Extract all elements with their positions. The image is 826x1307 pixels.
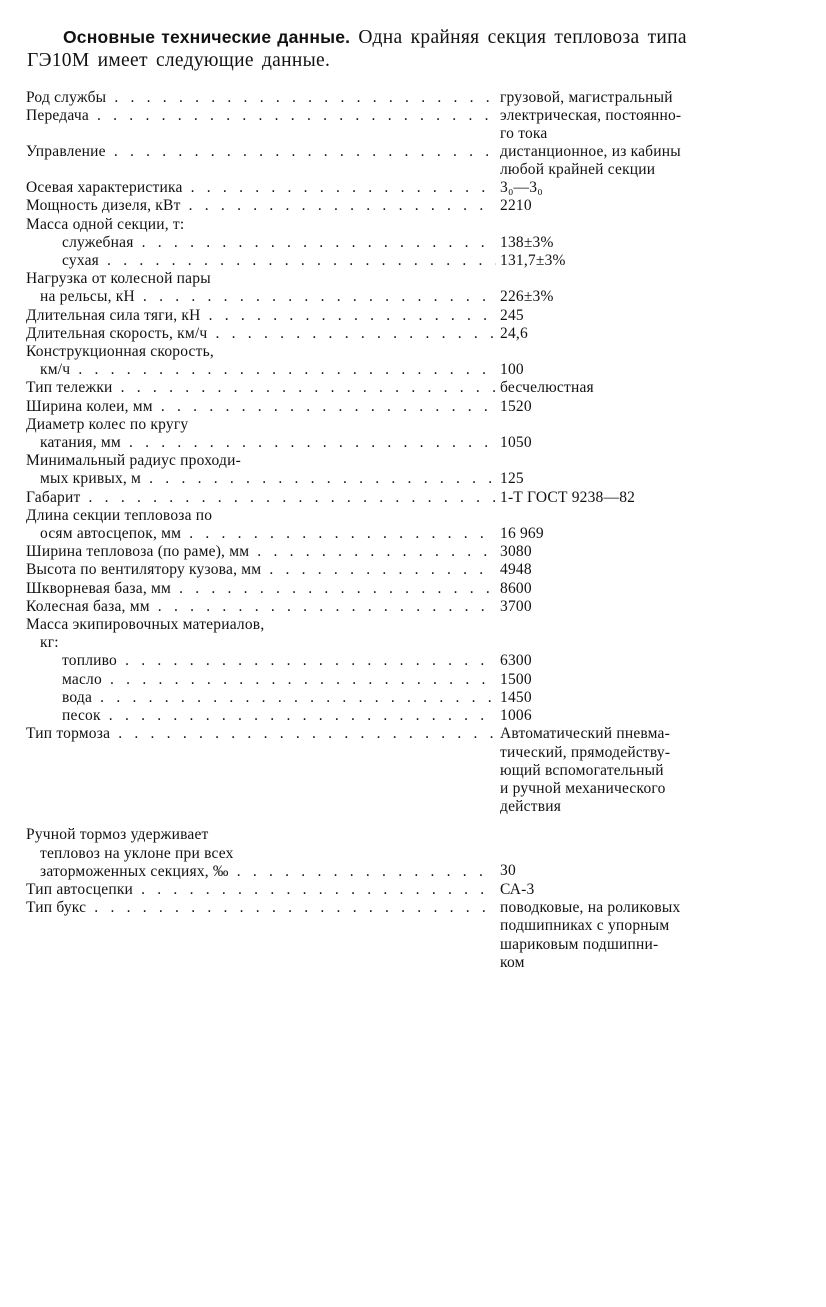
spec-label: Осевая характеристика . . .: [26, 179, 496, 197]
spec-row: [26, 452, 726, 488]
spec-row: [26, 179, 726, 197]
spec-label: Тип букс . . .: [26, 899, 496, 917]
spec-value: 3700: [500, 597, 532, 615]
spec-label: катания, мм . . .: [26, 434, 496, 452]
spec-row: [26, 416, 726, 452]
spec-row: [26, 398, 726, 416]
spec-value: 138±3%: [500, 233, 554, 251]
spec-row: [26, 543, 726, 561]
spec-row: [26, 561, 726, 579]
spec-label: Конструкционная скорость,: [26, 343, 214, 361]
spec-label: Масса одной секции, т:: [26, 215, 185, 233]
spec-row: [26, 270, 726, 306]
spec-label: Мощность дизеля, кВт . . .: [26, 197, 496, 215]
spec-row: [26, 652, 726, 670]
spec-label: Тип автосцепки . . .: [26, 881, 496, 899]
spec-value: 1006: [500, 707, 532, 725]
spec-row: [26, 252, 726, 270]
spec-value: 226±3%: [500, 288, 554, 306]
spec-label: тепловоз на уклоне при всех: [40, 844, 234, 862]
spec-value: 125: [500, 470, 524, 488]
spec-label: заторможенных секциях, ‰ . . .: [26, 863, 496, 881]
spec-row: [26, 507, 726, 543]
spec-value: 2210: [500, 197, 532, 215]
spec-value: 4948: [500, 561, 532, 579]
spec-row: [26, 580, 726, 598]
spec-value: 1500: [500, 670, 532, 688]
spec-row: [26, 689, 726, 707]
spec-value: 1-Т ГОСТ 9238—82: [500, 488, 636, 506]
spec-label: сухая . . .: [26, 252, 496, 270]
spec-row: [26, 107, 726, 143]
spec-label: Ширина колеи, мм . . .: [26, 398, 496, 416]
spec-label: Высота по вентилятору кузова, мм . . .: [26, 561, 496, 579]
spec-label: Длина секции тепловоза по: [26, 506, 213, 524]
row-gap: [26, 816, 726, 826]
spec-label: Габарит . . .: [26, 489, 496, 507]
spec-label: Длительная сила тяги, кН . . .: [26, 307, 496, 325]
spec-value: 30: [500, 862, 516, 880]
spec-row: [26, 234, 726, 252]
spec-label: Масса экипировочных материалов,: [26, 616, 265, 634]
spec-row: [26, 143, 726, 179]
spec-value: СА-3: [500, 880, 535, 898]
spec-label: Тип тормоза . . .: [26, 725, 496, 743]
spec-row: [26, 671, 726, 689]
spec-value: 1450: [500, 688, 532, 706]
spec-row: [26, 707, 726, 725]
spec-row: [26, 725, 726, 816]
spec-value: 8600: [500, 579, 532, 597]
spec-label: вода . . .: [26, 689, 496, 707]
spec-label: осям автосцепок, мм . . .: [26, 525, 496, 543]
spec-label: топливо . . .: [26, 652, 496, 670]
spec-row: [26, 826, 726, 881]
spec-label: Шкворневая база, мм . . .: [26, 580, 496, 598]
spec-label: мых кривых, м . . .: [26, 470, 496, 488]
spec-row: [26, 343, 726, 379]
spec-value: поводковые, на роликовых подшипниках с упорным шариковым подшипни- ком: [500, 899, 681, 971]
spec-label: песок . . .: [26, 707, 496, 725]
spec-value: 100: [500, 361, 524, 379]
spec-value: электрическая, постоянно- го тока: [500, 107, 682, 143]
spec-value: 24,6: [500, 324, 528, 342]
spec-row: [26, 598, 726, 616]
intro-paragraph: [27, 26, 826, 72]
spec-row: [26, 881, 726, 899]
spec-label: служебная . . .: [26, 234, 496, 252]
spec-label: Тип тележки . . .: [26, 379, 496, 397]
spec-row: [26, 307, 726, 325]
spec-label: на рельсы, кН . . .: [26, 288, 496, 306]
spec-row: [26, 89, 726, 107]
spec-row: [26, 379, 726, 397]
spec-label: Минимальный радиус проходи-: [26, 452, 241, 470]
spec-label: Диаметр колес по кругу: [26, 415, 189, 433]
spec-table: [26, 89, 726, 972]
spec-value: 3080: [500, 543, 532, 561]
spec-row: [26, 325, 726, 343]
spec-value: 16 969: [500, 524, 544, 542]
spec-label: Колесная база, мм . . .: [26, 598, 496, 616]
spec-label: масло . . .: [26, 671, 496, 689]
spec-value: грузовой, магистральный: [500, 89, 673, 106]
intro-line-2: ГЭ10М имеет следующие данные.: [27, 50, 331, 71]
spec-label: Род службы . . .: [26, 89, 496, 107]
spec-value: 1050: [500, 433, 532, 451]
spec-label: км/ч . . .: [26, 361, 496, 379]
spec-value: бесчелюстная: [500, 379, 594, 397]
spec-value: 1520: [500, 397, 532, 415]
spec-value: 245: [500, 306, 524, 324]
spec-value: 3₀—3₀: [500, 179, 543, 197]
spec-value: дистанционное, из кабины любой крайней секции: [500, 143, 681, 179]
spec-value: 6300: [500, 652, 532, 670]
intro-lead-heading: Основные технические данные.: [63, 27, 351, 47]
intro-line-1: [27, 26, 826, 49]
spec-row: [26, 489, 726, 507]
spec-row: [26, 197, 726, 215]
spec-row: [26, 616, 726, 652]
spec-row: [26, 899, 726, 972]
spec-label: Ручной тормоз удерживает: [26, 826, 209, 844]
spec-label: Передача . . .: [26, 107, 496, 125]
spec-value: Автоматический пневма- тический, прямодейству- ющий вспомогательный и ручной механического действия: [500, 725, 671, 816]
spec-label: Нагрузка от колесной пары: [26, 270, 211, 288]
intro-text-1: Одна крайняя секция тепловоза типа: [358, 27, 687, 48]
spec-row: [26, 216, 726, 234]
spec-label: Ширина тепловоза (по раме), мм . . .: [26, 543, 496, 561]
spec-label: Управление . . .: [26, 143, 496, 161]
spec-label: кг:: [40, 634, 59, 652]
spec-label: Длительная скорость, км/ч . . .: [26, 325, 496, 343]
spec-value: 131,7±3%: [500, 252, 566, 270]
